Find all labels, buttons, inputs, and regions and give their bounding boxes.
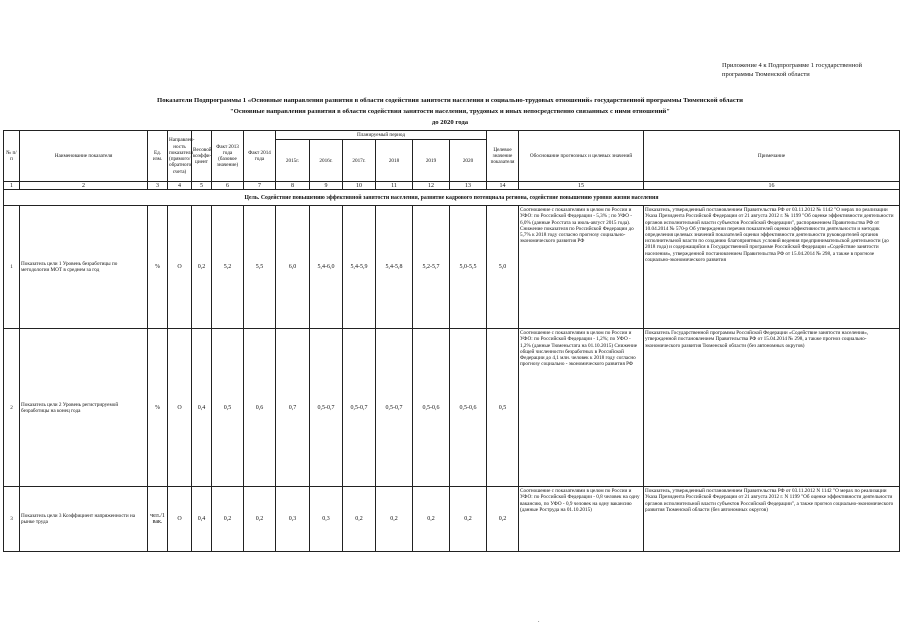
header-note: Примечание [644,131,900,182]
row-unit: % [148,329,168,487]
row-direction: О [168,329,192,487]
footer-mark: . [538,618,540,624]
row-num: 1 [4,206,20,329]
row-fact-2014: 0,6 [244,329,276,487]
row-value: 0,2 [343,487,376,552]
col-number: 16 [644,182,900,190]
col-number: 12 [413,182,450,190]
row-value: 0,5-0,7 [376,329,413,487]
header-fact-2014: Факт 2014 года [244,131,276,182]
col-number: 15 [519,182,644,190]
row-value: 0,5-0,6 [450,329,487,487]
row-justification: Соотношение с показателями в целом по России и УФО: по Российской Федерации - 1,2%; по УФО - 1,2% (данные Тюменьстата на 01.10.2015) Снижение общей численности безработных в Российской Федерации до 4,1 млн. человек к 2018 году согласно прогнозу социально - экономического развития РФ [519,329,644,487]
row-num: 2 [4,329,20,487]
header-year: 2019 [413,140,450,182]
row-unit: % [148,206,168,329]
row-note: Показатель, утвержденный постановлением Правительства РФ от 03.11.2012 N 1142 "О мерах по реализации Указа Президента Российской Федерации от 21 августа 2012 г. N 1199 "Об оценке эффективности деятельности органов исполнительной власти субъектов Российской Федерации", а также прогноз социально-экономического развития Тюменской области (без автономных округов) [644,487,900,552]
header-planned-period: Планируемый период [276,131,487,140]
row-fact-2013: 0,5 [212,329,244,487]
col-number: 5 [192,182,212,190]
row-name: Показатель цели 1 Уровень безработицы по методологии МОТ в среднем за год [20,206,148,329]
header-justification: Обоснование прогнозных и целевых значений [519,131,644,182]
col-number: 11 [376,182,413,190]
header-weight: Весовой коэффи-циент [192,131,212,182]
col-number: 13 [450,182,487,190]
header-year: 2017г. [343,140,376,182]
row-fact-2013: 5,2 [212,206,244,329]
row-justification: Соотношение с показателями в целом по России и УФО: по Российской Федерации - 5,3% ; по УФО - 6,0% (данные Росстата за июль-август 2015 года). Снижение показателя по Российской Федерации до 5,7% к 2018 году согласно прогнозу социально-экономического развития РФ [519,206,644,329]
row-value: 0,7 [276,329,310,487]
col-number: 14 [487,182,519,190]
col-number: 10 [343,182,376,190]
row-name: Показатель цели 2 Уровень регистрируемой безработицы на конец года [20,329,148,487]
row-value: 0,3 [276,487,310,552]
row-justification: Соотношение с показателями в целом по России и УФО: по Российской Федерации - 0,8 человек на одну вакансию, по УФО - 0,9 человек на одну вакансию (данные Роструда на 01.10.2015) [519,487,644,552]
col-number: 9 [310,182,343,190]
header-name: Наименование показателя [20,131,148,182]
header-year: 2015г. [276,140,310,182]
row-target: 0,2 [487,487,519,552]
title-line-1: Показатели Подпрограммы 1 «Основные направления развития в области содействия занятости населения и социально-трудовых отношений» государственной программы Тюменской области [157,97,743,104]
col-number: 4 [168,182,192,190]
table-row [4,487,900,552]
indicators-table [3,130,900,552]
row-unit: чел./1 вак. [148,487,168,552]
row-value: 5,0-5,5 [450,206,487,329]
row-value: 0,5-0,7 [310,329,343,487]
col-number: 8 [276,182,310,190]
title-line-3: до 2020 года [431,119,469,126]
row-fact-2013: 0,2 [212,487,244,552]
goal-row: Цель. Содействие повышению эффективной занятости населения, развитие кадрового потенциала региона, содействие повышению уровня жизни населения [4,190,900,206]
appendix-note: Приложение 4 к Подпрограмме 1 государственной программы Тюменской области [722,62,862,78]
table-row [4,206,900,329]
row-value: 6,0 [276,206,310,329]
row-value: 5,4-6,0 [310,206,343,329]
row-weight: 0,4 [192,329,212,487]
row-weight: 0,4 [192,487,212,552]
row-target: 5,0 [487,206,519,329]
header-fact-2013: Факт 2013 года (базовое значение) [212,131,244,182]
row-name: Показатель цели 3 Коэффициент напряженности на рынке труда [20,487,148,552]
col-number: 7 [244,182,276,190]
col-number: 2 [20,182,148,190]
header-direction: Направлен-ность показателя (прямого/обратного счета) [168,131,192,182]
row-direction: О [168,206,192,329]
row-value: 0,5-0,6 [413,329,450,487]
header-year: 2020 [450,140,487,182]
header-num: № п/п [4,131,20,182]
row-direction: О [168,487,192,552]
row-num: 3 [4,487,20,552]
row-weight: 0,2 [192,206,212,329]
header-unit: Ед. изм. [148,131,168,182]
header-year: 2018 [376,140,413,182]
row-value: 0,2 [413,487,450,552]
header-target: Целевое значение показателя [487,131,519,182]
col-number: 3 [148,182,168,190]
row-fact-2014: 5,5 [244,206,276,329]
row-value: 0,3 [310,487,343,552]
row-value: 0,2 [376,487,413,552]
row-value: 0,5-0,7 [343,329,376,487]
col-number: 1 [4,182,20,190]
row-note: Показатель Государственной программы Российской Федерации «Содействие занятости населения», утвержденной постановлением Правительства РФ от 15.04.2014 № 298, а также прогноз социально-экономического развития Тюменской области (без автономных округов) [644,329,900,487]
header-year: 2016г. [310,140,343,182]
col-number: 6 [212,182,244,190]
row-value: 5,2-5,7 [413,206,450,329]
row-fact-2014: 0,2 [244,487,276,552]
row-value: 5,4-5,9 [343,206,376,329]
row-note: Показатель, утвержденный постановлением Правительства РФ от 03.11.2012 № 1142 "О мерах по реализации Указа Президента Российской Федерации от 21 августа 2012 г. № 1199 "Об оценке эффективности деятельности органов исполнительной власти субъектов Российской Федерации", распоряжением Правительства РФ от 10.04.2014 № 570-р Об утверждении перечня показателей оценки эффективности деятельности и методик определения целевых значений показателей оценки эффективности деятельности руководителей органов исполнительной власти по созданию благоприятных условий ведения предпринимательской деятельности (до 2018 года) и содержащийся в Государственной программе Российской Федерации «Содействие занятости населения», утвержденной постановлением Правительства РФ от 15.04.2014 № 298, а также в прогнозе социально-экономического развития [644,206,900,329]
title-line-2: "Основные направления развития в области содействия занятости населения, трудовых и иных непосредственно связанных с ними отношений" [229,108,671,115]
document-title [100,95,800,128]
row-target: 0,5 [487,329,519,487]
row-value: 0,2 [450,487,487,552]
row-value: 5,4-5,8 [376,206,413,329]
table-row [4,329,900,487]
